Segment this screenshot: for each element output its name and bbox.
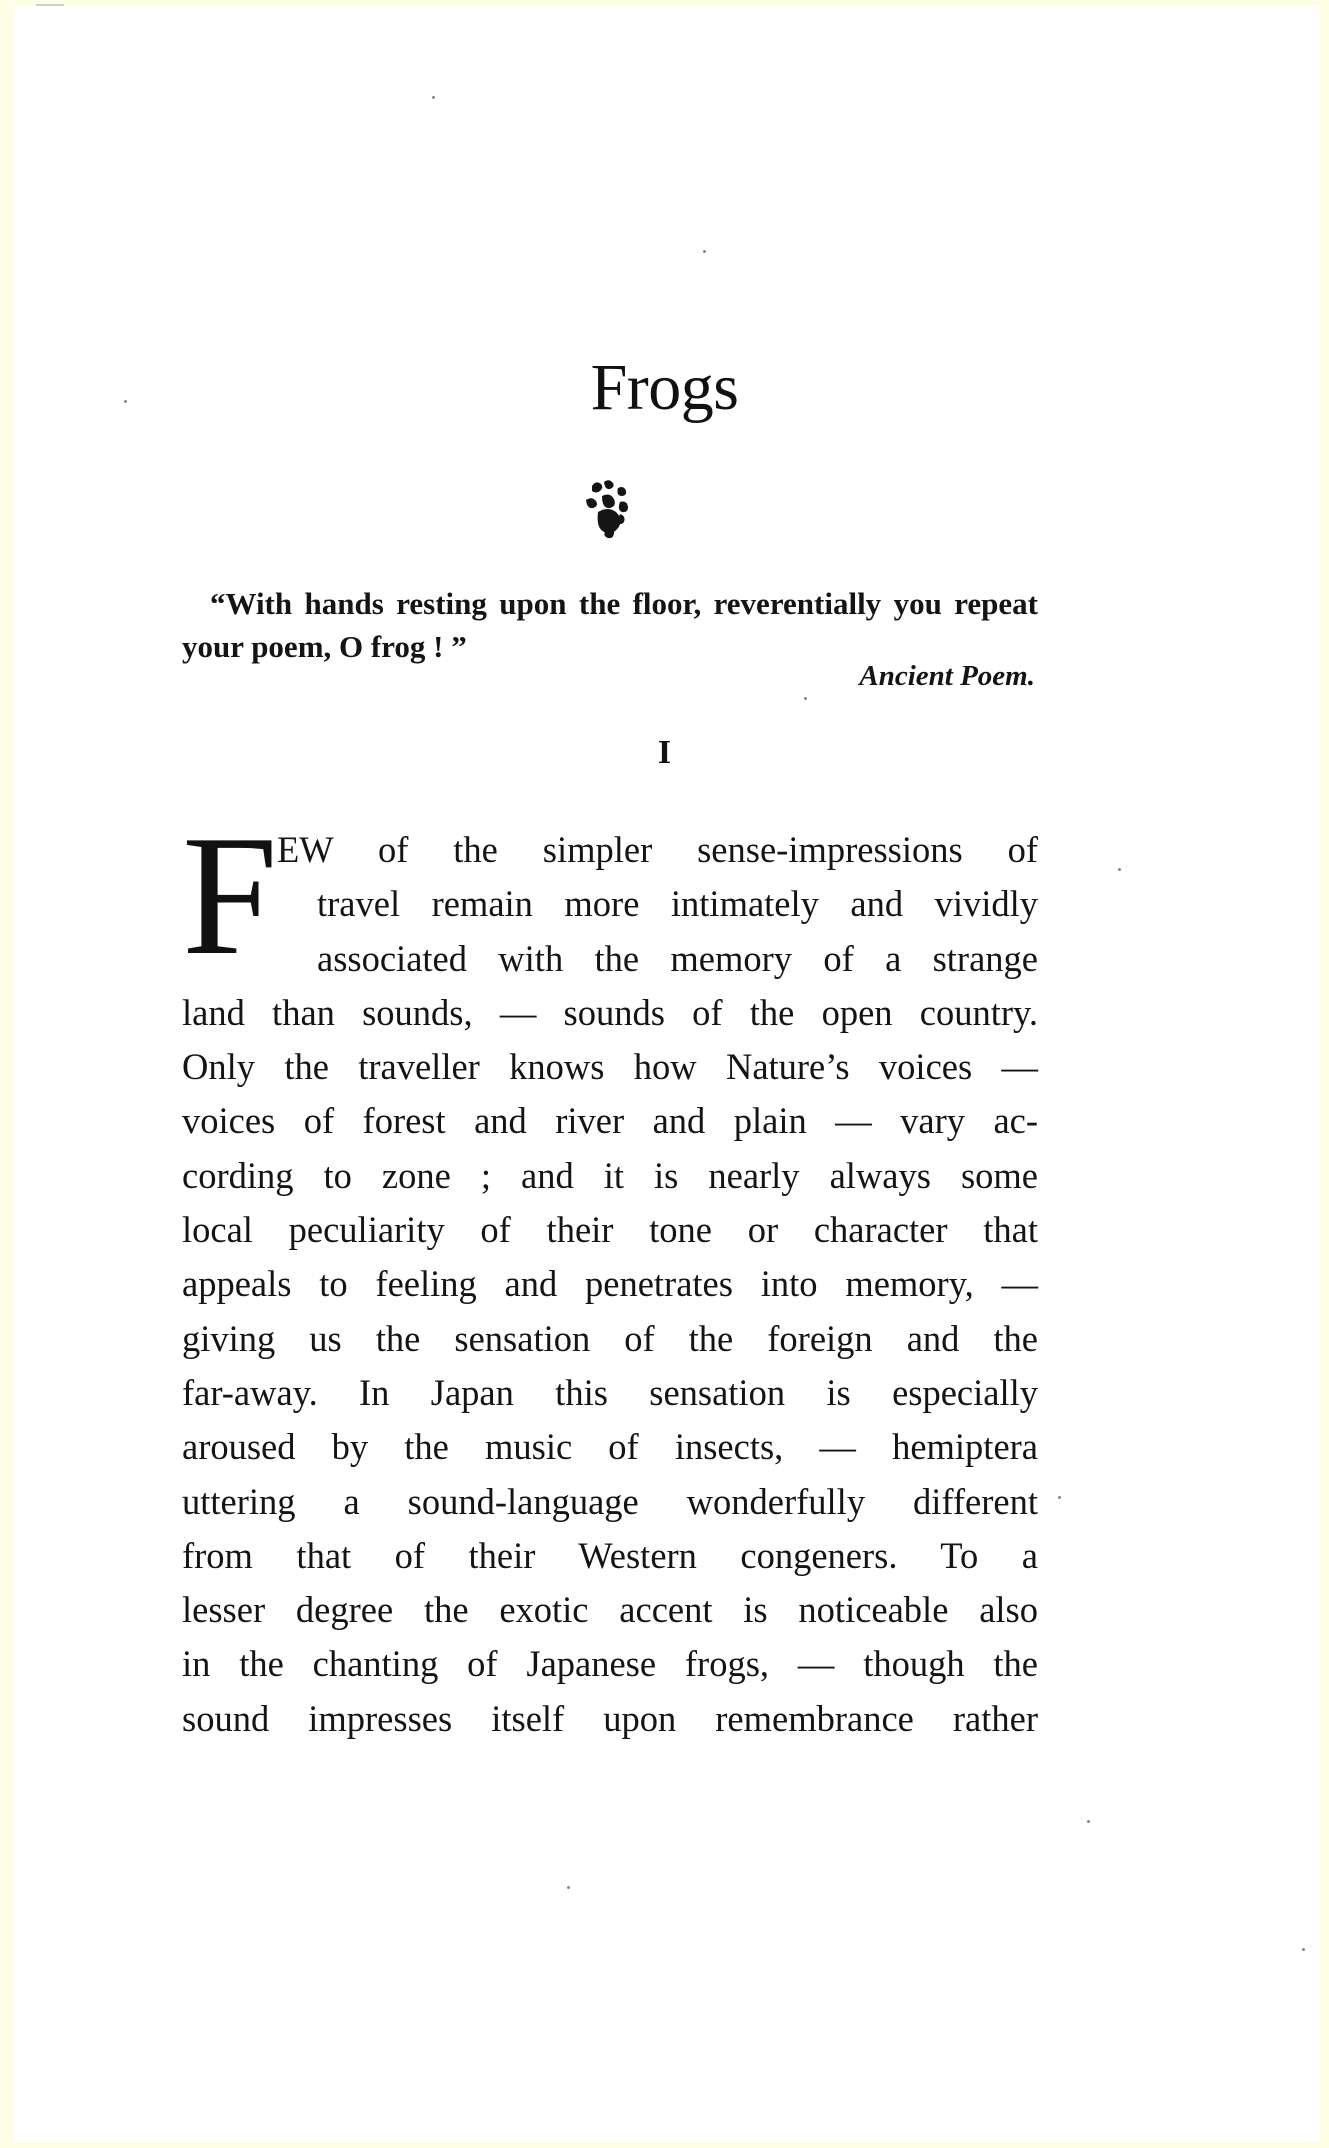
drop-cap-letter: F (182, 801, 278, 991)
body-line: appeals to feeling and penetrates into memory, — (182, 1263, 1038, 1305)
body-line: from that of their Western congeners. To a (182, 1534, 1038, 1576)
body-line: aroused by the music of insects, — hemiptera (182, 1426, 1038, 1468)
body-line: travel remain more intimately and vividly (317, 883, 1038, 925)
body-line: Only the traveller knows how Nature’s voices — (182, 1046, 1038, 1088)
body-line: far-away. In Japan this sensation is especially (182, 1371, 1038, 1413)
epigraph-quote: “With hands resting upon the floor, reverentially you repeat your poem, O frog ! ” (182, 586, 1038, 664)
scan-speck (804, 697, 807, 700)
section-number: I (657, 734, 672, 771)
body-line: associated with the memory of a strange (317, 937, 1038, 979)
epigraph-attribution: Ancient Poem. (859, 660, 1035, 692)
scan-speck (1087, 1820, 1090, 1823)
body-line: local peculiarity of their tone or character that (182, 1209, 1038, 1251)
page-title: Frogs (590, 351, 739, 424)
body-line: land than sounds, — sounds of the open country. (182, 991, 1038, 1033)
body-line: cording to zone ; and it is nearly always some (182, 1154, 1038, 1196)
body-line: lesser degree the exotic accent is noticeable also (182, 1589, 1038, 1631)
body-line: voices of forest and river and plain — vary ac- (182, 1100, 1038, 1142)
scan-speck (567, 1886, 570, 1889)
scan-speck (124, 400, 127, 403)
body-line: uttering a sound-language wonderfully different (182, 1480, 1038, 1522)
scan-speck (432, 96, 435, 99)
body-line: giving us the sensation of the foreign and the (182, 1317, 1038, 1359)
fleuron-ornament-icon (580, 478, 640, 540)
scan-edge-mark (36, 4, 64, 6)
scan-speck (1118, 868, 1121, 871)
body-paragraph (182, 801, 1038, 1746)
scan-speck (1058, 1496, 1061, 1499)
scan-speck (1302, 1948, 1305, 1951)
body-line: EW of the simpler sense-impressions of (277, 829, 1038, 870)
body-line: sound impresses itself upon remembrance rather (182, 1697, 1038, 1739)
body-line: in the chanting of Japanese frogs, — though the (182, 1643, 1038, 1685)
scan-speck (703, 250, 706, 253)
